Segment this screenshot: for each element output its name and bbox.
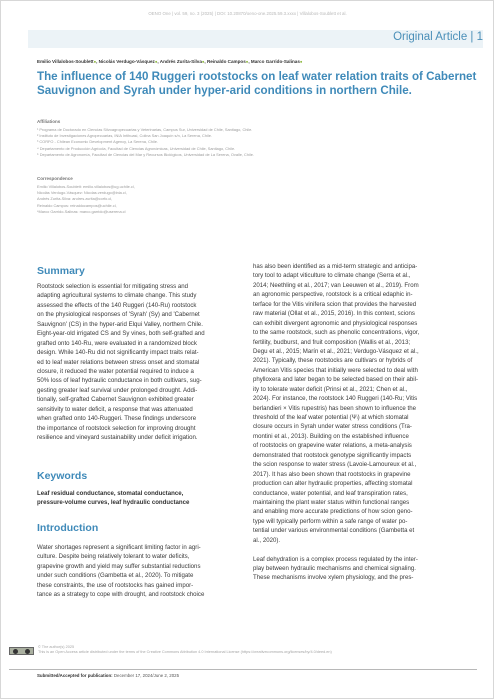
intro-line: type will typically perform within a safe range of water po- xyxy=(253,517,408,525)
license-notice xyxy=(38,645,478,656)
intro-line: 2017). It has also been shown that rootstocks in grapevine xyxy=(253,470,411,478)
license-line: © The author(s) 2025 xyxy=(38,645,75,649)
summary-line: Rootstock selection is essential for mitigating stress and xyxy=(37,283,189,290)
intro-line: tance as a strategy to cope with drought, and rootstock choice xyxy=(37,591,205,599)
intro-line: under such conditions (Gambetta et al., 2020). To mitigate xyxy=(37,572,194,580)
keywords-heading: Keywords xyxy=(37,470,88,482)
intro-line xyxy=(253,545,458,554)
summary-line: sensitivity to water deficit, a response that was attenuated xyxy=(37,405,193,413)
intro-line: al., 2020). xyxy=(253,536,281,544)
intro-line: Water shortages represent a significant limiting factor in agri- xyxy=(37,544,201,551)
summary-line: gesting greater leaf survival under prolonged drought. Addi- xyxy=(37,386,198,394)
summary-line: ed to leaf water relations between stress onset and stomatal xyxy=(37,358,200,366)
intro-line: culture. Despite being relatively tolerant to water deficits, xyxy=(37,553,190,561)
intro-line: 2021). Typically, these rootstocks are cultivars or hybrids of xyxy=(253,357,413,365)
author-name[interactable]: Reinaldo Campos xyxy=(206,59,246,64)
affiliations-list xyxy=(37,127,457,158)
introduction-heading: Introduction xyxy=(37,522,99,534)
affiliations-label: Affiliations xyxy=(37,119,61,124)
intro-line: ity to tolerate water deficit (Prinsi et al., 2021; Chen et al., xyxy=(253,385,408,393)
license-line[interactable]: This is an Open Access article distributed under the terms of the Creative Commons Attribution 4.0 International License (https://creativecommons.org/licenses/by/4.0/deed.en) xyxy=(38,650,332,655)
summary-line: 50% loss of leaf hydraulic conductance in both cultivars, sug- xyxy=(37,377,202,385)
intro-line: the scion response to water stress (Lavoie-Lamoureux et al., xyxy=(253,461,417,469)
correspondence-label: Correspondence xyxy=(37,176,73,181)
intro-line: an agronomic perspective, rootstock is a critical edaphic in- xyxy=(253,291,413,299)
author-name[interactable]: Andrés Zurita-Silva xyxy=(159,59,202,64)
summary-line: on the physiological responses of 'Syrah' (Sy) and 'Cabernet xyxy=(37,311,200,319)
intro-line: Leaf dehydration is a complex process regulated by the inter- xyxy=(253,555,418,563)
journal-reference: OENO One | vol. 59, no. 3 (2025) | DOI: 10.20870/oeno-one.2025.59.3.xxxx | Villalobos-Soublett et al. xyxy=(148,11,347,16)
summary-line: closure, it reduced the water potential required to induce a xyxy=(37,367,194,375)
correspondence-line[interactable]: Nicolás Verdugo-Vásquez: Nicolas.verdugo@inia.cl, xyxy=(37,190,127,196)
summary-line: adapting agricultural systems to climate change. This study xyxy=(37,292,197,300)
intro-line: fertility, budburst, and fruit composition (Wallis et al., 2013; xyxy=(253,338,411,346)
intro-line: These mechanisms involve xylem physiology, and the pres- xyxy=(253,574,414,582)
summary-line: assessed the effects of the 140 Ruggeri (140-Ru) rootstock xyxy=(37,301,197,309)
summary-line: design. While 140-Ru did not significantly impact traits relat- xyxy=(37,349,199,357)
author-name[interactable]: Emilio Villalobos-Soublett xyxy=(37,59,94,64)
intro-line: 2014; Neethling et al., 2017; van Leeuwen et al., 2019). From xyxy=(253,281,419,289)
intro-line: production can alter hydraulic properties, affecting stomatal xyxy=(253,480,413,488)
intro-line: berlandieri × Vitis rupestris) has been shown to influence the xyxy=(253,404,416,412)
intro-line: has also been identified as a mid-term strategic and anticipa- xyxy=(253,263,418,270)
summary-line: Sauvignon' (CS) in the hyper-arid Elqui Valley, northern Chile. xyxy=(37,320,203,328)
keywords-line: pressure-volume curves, leaf hydraulic conductance xyxy=(37,499,190,507)
intro-line: tory tool to adapt viticulture to climate change (Serra et al., xyxy=(253,272,411,280)
author-list: Emilio Villalobos-Soublett●, Nicolás Verdugo-Vásquez●, Andrés Zurita-Silva●, Reinaldo Campos●, Marco Garrido-Salinas● xyxy=(37,59,303,64)
correspondence-line[interactable]: Reinaldo Campos: reinaldocampos@uchile.cl, xyxy=(37,202,117,208)
affiliation-line: ¹ Programa de Doctorado en Ciencias Silvoagropecuarias y Veterinarias, Campus Sur, Universidad de Chile, Santiago, Chile. xyxy=(37,127,253,132)
affiliation-line: ³ CORFO - Chilean Economic Development Agency, La Serena, Chile. xyxy=(37,139,159,145)
intro-line: phylloxera and later began to be selected based on their abil- xyxy=(253,376,418,384)
affiliation-line: ⁵ Departamento de Agronomía, Facultad de Ciencias del Mar y Recursos Biológicos, Universidad de La Serena, Ovalle, Chile. xyxy=(37,151,255,157)
intro-line: threshold of the leaf water potential (Ψₗ) at which stomatal xyxy=(253,414,409,421)
submission-dates xyxy=(37,673,179,678)
intro-line: American Vitis species that initially were selected to deal with xyxy=(253,366,418,374)
intro-line: maintaining the plant water status within functional ranges xyxy=(253,498,410,506)
correspondence-line[interactable]: Andrés Zurita-Silva: andres.zurita@corfo.cl, xyxy=(37,196,113,202)
intro-line: to the same rootstock, such as phenolic concentrations, vigor, xyxy=(253,329,420,337)
introduction-text-right xyxy=(253,262,458,583)
intro-line: and enabling more accurate predictions of how scion geno- xyxy=(253,508,413,516)
intro-line: closure occurs in Syrah under water stress conditions (Tra- xyxy=(253,423,412,431)
orcid-icon[interactable]: ● xyxy=(201,59,205,64)
introduction-text-left xyxy=(37,543,242,600)
intro-line: demonstrated that rootstock genotype significantly impacts xyxy=(253,451,412,459)
intro-line: Degu et al., 2015; Marín et al., 2021; Verdugo-Vásquez et al., xyxy=(253,347,419,355)
keywords-line: Leaf residual conductance, stomatal conductance, xyxy=(37,490,184,497)
submission-dates-label: Submitted/Accepted for publication: xyxy=(37,673,113,678)
intro-line: raw material (Ollat et al., 2015, 2016). In this context, scions xyxy=(253,310,415,318)
summary-line: Eight-year-old irrigated CS and Sy vines, both self-grafted and xyxy=(37,330,205,338)
intro-line: 2024). For instance, the rootstock 140 Ruggeri (140-Ru; Vitis xyxy=(253,395,418,403)
summary-text xyxy=(37,282,242,442)
summary-line: tionally, self-grafted Cabernet Sauvignon exhibited greater xyxy=(37,396,194,404)
orcid-icon[interactable]: ● xyxy=(154,59,158,64)
summary-line: when grafted onto 140-Ruggeri. These findings underscore xyxy=(37,415,197,423)
correspondence-line[interactable]: *Marco Garrido-Salinas: marco.garrido@userena.cl xyxy=(37,208,126,214)
summary-line: resilience and vineyard sustainability under deficit irrigation. xyxy=(37,434,198,441)
author-name[interactable]: Nicolás Verdugo-Vásquez xyxy=(98,59,155,64)
intro-line: of rootstocks on grapevine water relations, a meta-analysis xyxy=(253,442,412,450)
intro-line: tential under various environmental conditions (Gambetta et xyxy=(253,527,415,535)
orcid-icon[interactable]: ● xyxy=(245,59,249,64)
author-name[interactable]: Marco Garrido-Salinas xyxy=(250,59,300,64)
summary-heading: Summary xyxy=(37,265,85,277)
correspondence-line[interactable]: Emilio Villalobos-Soublett: emilio.villalobos@ug.uchile.cl, xyxy=(37,184,135,189)
intro-line: grapevine growth and yield may suffer substantial reductions xyxy=(37,562,201,570)
article-type-label: Original Article | 1 xyxy=(393,31,483,43)
summary-line: grafted onto 140-Ru, were evaluated in a randomized block xyxy=(37,339,197,347)
intro-line: conductance, water potential, and leaf transpiration rates, xyxy=(253,489,408,497)
intro-line: these constraints, the use of rootstocks has gained impor- xyxy=(37,581,194,589)
submission-dates-value: December 17, 2024/June 2, 2025 xyxy=(113,673,180,678)
intro-line: montini et al., 2013). Building on the established influence xyxy=(253,432,409,440)
intro-line: terface for the Vitis vinifera scion that provides the harvested xyxy=(253,300,417,308)
affiliation-line: ⁴ Departamento de Producción Agrícola, Facultad de Ciencias Agronómicas, Universidad de Chile, Santiago, Chile. xyxy=(37,145,236,151)
orcid-icon[interactable]: ● xyxy=(93,59,97,64)
intro-line: can exhibit divergent agronomic and physiological responses xyxy=(253,319,418,327)
cc-by-badge-icon[interactable] xyxy=(9,647,34,655)
intro-line: play between hydraulic mechanisms and chemical signaling. xyxy=(253,565,416,572)
footer-divider xyxy=(9,669,477,670)
summary-line: the importance of rootstock selection for improving drought xyxy=(37,424,196,432)
article-title: The influence of 140 Ruggeri rootstocks on leaf water relation traits of Cabernet Sauvignon and Syrah under hyper-arid conditions in northern Chile. xyxy=(37,70,477,97)
affiliation-line: ² Instituto de Investigaciones Agropecuarias, INIA Intihuasi, Colina San Joaquín s/n, La Serena, Chile. xyxy=(37,133,212,139)
orcid-icon[interactable]: ● xyxy=(299,59,303,64)
keywords-list xyxy=(37,489,242,508)
correspondence-list xyxy=(37,184,457,215)
